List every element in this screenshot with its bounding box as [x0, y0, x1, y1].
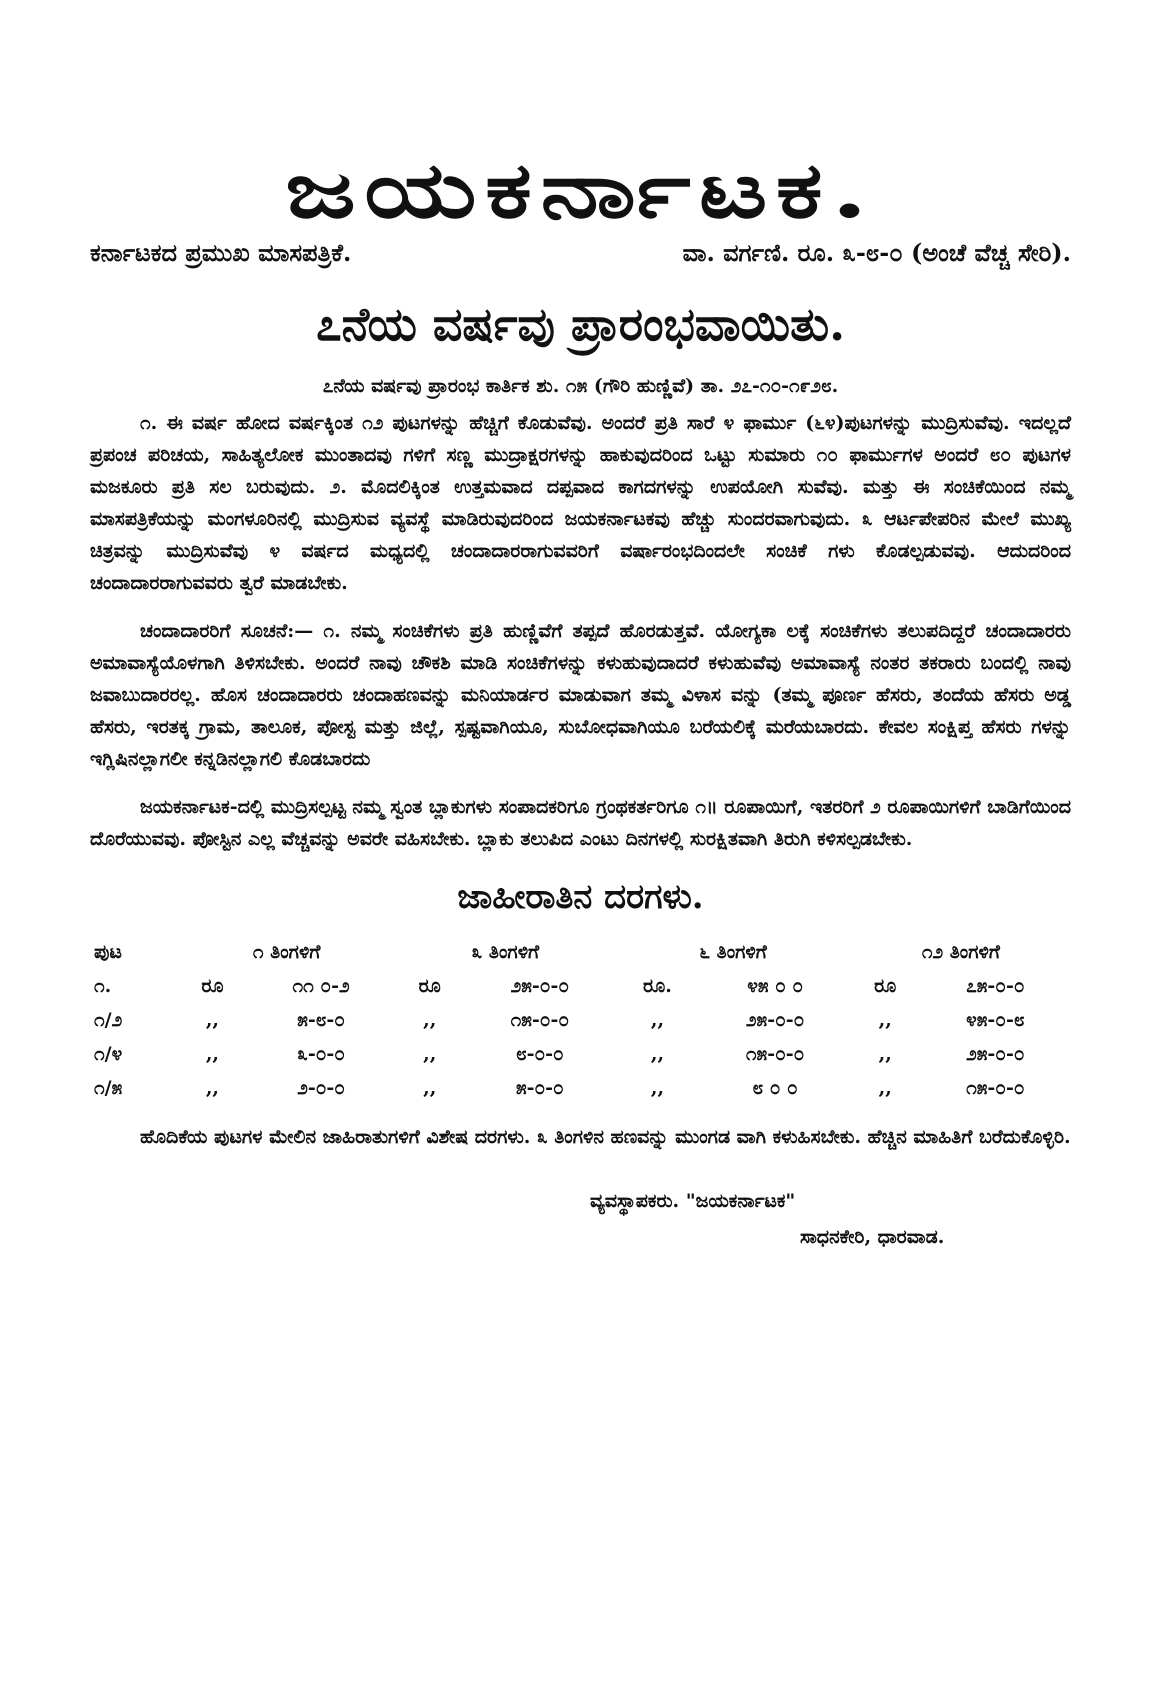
currency-mark: ,, [423, 1008, 437, 1031]
rate-3-months: ೫-೦-೦ [515, 1076, 564, 1099]
currency-mark: ,, [423, 1076, 437, 1099]
masthead-title: ಜಯಕರ್ನಾಟಕ. [285, 145, 876, 236]
row-size: ೧/೫ [94, 1076, 123, 1099]
rate-12-months: ೭೫-೦-೦ [966, 974, 1025, 997]
header-6-months: ೬ ತಿಂಗಳಿಗೆ [699, 940, 767, 963]
signature-block [590, 1183, 1071, 1255]
header-1-month: ೧ ತಿಂಗಳಿಗೆ [252, 940, 321, 963]
table-row [90, 969, 1071, 1003]
currency-mark: ,, [878, 1076, 892, 1099]
currency-mark: ರೂ. [643, 974, 672, 997]
subtitle-right: ವಾ. ವರ್ಗಣಿ. ರೂ. ೩-೮-೦ (ಅಂಚೆ ವೆಚ್ಚ ಸೇರಿ). [682, 237, 1071, 267]
rate-12-months: ೨೫-೦-೦ [966, 1042, 1025, 1065]
rate-6-months: ೨೫-೦-೦ [745, 1008, 805, 1031]
rate-6-months: ೮ ೦ ೦ [752, 1076, 798, 1099]
year-heading: ೭ನೆಯ ವರ್ಷವು ಪ್ರಾರಂಭವಾಯಿತು. [315, 296, 846, 351]
start-date-line: ೭ನೆಯ ವರ್ಷವು ಪ್ರಾರಂಭ ಕಾರ್ತಿಕ ಶು. ೧೫ (ಗೌರಿ ಹುಣ್ಣಿವೆ) ತಾ. ೨೭-೧೦-೧೯೨೮. [322, 374, 839, 397]
table-row [90, 1071, 1071, 1105]
table-header-row [90, 935, 1071, 969]
currency-mark: ,, [205, 1076, 220, 1099]
signature-manager: ವ್ಯವಸ್ಥಾಪಕರು. "ಜಯಕರ್ನಾಟಕ" [590, 1189, 796, 1212]
currency-mark: ,, [878, 1042, 892, 1065]
header-size: ಪುಟ [94, 940, 122, 963]
rate-1-month: ೧೧ ೦-೨ [292, 974, 350, 997]
currency-mark: ,, [650, 1076, 665, 1099]
rate-1-month: ೨-೦-೦ [297, 1076, 345, 1099]
rate-3-months: ೮-೦-೦ [515, 1042, 564, 1065]
currency-mark: ,, [650, 1042, 665, 1065]
rate-6-months: ೧೫-೦-೦ [745, 1042, 805, 1065]
rate-6-months: ೪೫ ೦ ೦ [747, 974, 803, 997]
paragraph-blocks: ಜಯಕರ್ನಾಟಕ-ದಲ್ಲಿ ಮುದ್ರಿಸಲ್ಪಟ್ಟ ನಮ್ಮ ಸ್ವಂತ ಬ್ಲಾಕುಗಳು ಸಂಪಾದಕರಿಗೂ ಗ್ರಂಥಕರ್ತರಿಗೂ ೧॥ ರೂಪಾಯಿಗೆ, ಇತರರಿಗೆ ೨ ರೂಪಾಯಿಗಳಿಗೆ ಬಾಡಿಗೆಯಿಂದ ದೊರೆಯುವವು. ಪೋಸ್ಟಿನ ಎಲ್ಲ ವೆಚ್ಚವನ್ನು ಅವರೇ ವಹಿಸಬೇಕು. ಬ್ಲಾಕು ತಲುಪಿದ ಎಂಟು ದಿನಗಳಲ್ಲಿ ಸುರಕ್ಷಿತವಾಗಿ ತಿರುಗಿ ಕಳಿಸಲ್ಪಡಬೇಕು. [90, 795, 1071, 850]
rate-1-month: ೩-೦-೦ [297, 1042, 345, 1065]
currency-mark: ,, [205, 1042, 220, 1065]
currency-mark: ,, [650, 1008, 665, 1031]
currency-mark: ,, [423, 1042, 437, 1065]
subtitle-line [90, 238, 1071, 267]
table-row [90, 1003, 1071, 1037]
row-size: ೧/೪ [94, 1042, 123, 1065]
paragraph-subscriber-notice: ಚಂದಾದಾರರಿಗೆ ಸೂಚನೆ:— ೧. ನಮ್ಮ ಸಂಚಿಕೆಗಳು ಪ್ರತಿ ಹುಣ್ಣಿವೆಗೆ ತಪ್ಪದೆ ಹೊರಡುತ್ತವೆ. ಯೋಗ್ಯಕಾ ಲಕ್ಕೆ ಸಂಚಿಕೆಗಳು ತಲುಪದಿದ್ದರೆ ಚಂದಾದಾರರು ಅಮಾವಾಸ್ಯೆಯೊಳಗಾಗಿ ತಿಳಿಸಬೇಕು. ಅಂದರೆ ನಾವು ಚೌಕಶಿ ಮಾಡಿ ಸಂಚಿಕೆಗಳನ್ನು ಕಳುಹುವುದಾದರೆ ಕಳುಹುವೆವು ಅಮಾವಾಸ್ಯೆ ನಂತರ ತಕರಾರು ಬಂದಲ್ಲಿ ನಾವು ಜವಾಬುದಾರರಲ್ಲ. ಹೊಸ ಚಂದಾದಾರರು ಚಂದಾಹಣವನ್ನು ಮನಿಯಾರ್ಡರ ಮಾಡುವಾಗ ತಮ್ಮ ವಿಳಾಸ ವನ್ನು (ತಮ್ಮ ಪೂರ್ಣ ಹೆಸರು, ತಂದೆಯ ಹೆಸರು ಅಡ್ಡ ಹೆಸರು, ಇರತಕ್ಕ ಗ್ರಾಮ, ತಾಲೂಕ, ಪೋಸ್ಟ ಮತ್ತು ಜಿಲ್ಲೆ, ಸ್ಪಷ್ಟವಾಗಿಯೂ, ಸುಬೋಧವಾಗಿಯೂ ಬರೆಯಲಿಕ್ಕೆ ಮರೆಯಬಾರದು. ಕೇವಲ ಸಂಕ್ಷಿಪ್ತ ಹೆಸರು ಗಳನ್ನು ಇಗ್ಲಿಷಿನಲ್ಲಾಗಲೀ ಕನ್ನಡಿನಲ್ಲಾಗಲಿ ಕೊಡಬಾರದು [90, 619, 1071, 770]
currency-mark: ರೂ [874, 974, 897, 997]
currency-mark: ,, [878, 1008, 892, 1031]
subtitle-left: ಕರ್ನಾಟಕದ ಪ್ರಮುಖ ಮಾಸಪತ್ರಿಕೆ. [90, 237, 352, 267]
rate-1-month: ೫-೮-೦ [297, 1008, 345, 1031]
header-3-months: ೩ ತಿಂಗಳಿಗೆ [471, 940, 540, 963]
row-size: ೧. [94, 974, 112, 997]
ad-rates-note: ಹೊದಿಕೆಯ ಪುಟಗಳ ಮೇಲಿನ ಜಾಹಿರಾತುಗಳಿಗೆ ವಿಶೇಷ ದರಗಳು. ೩ ತಿಂಗಳಿನ ಹಣವನ್ನು ಮುಂಗಡ ವಾಗಿ ಕಳುಹಿಸಬೇಕು. ಹೆಚ್ಚಿನ ಮಾಹಿತಿಗೆ ಬರೆದುಕೊಳ್ಳಿರಿ. [140, 1125, 1071, 1148]
table-row [90, 1037, 1071, 1071]
rate-3-months: ೨೫-೦-೦ [510, 974, 569, 997]
signature-address: ಸಾಧನಕೇರಿ, ಧಾರವಾಡ. [800, 1225, 945, 1248]
ad-rates-table [90, 935, 1071, 1105]
header-12-months: ೧೨ ತಿಂಗಳಿಗೆ [921, 940, 1000, 963]
currency-mark: ,, [205, 1008, 220, 1031]
paragraph-features: ೧. ಈ ವರ್ಷ ಹೋದ ವರ್ಷಕ್ಕಿಂತ ೧೨ ಪುಟಗಳನ್ನು ಹೆಚ್ಚಿಗೆ ಕೊಡುವೆವು. ಅಂದರೆ ಪ್ರತಿ ಸಾರೆ ೪ ಫಾರ್ಮು (೬೪)ಪುಟಗಳನ್ನು ಮುದ್ರಿಸುವೆವು. ಇದಲ್ಲದೆ ಪ್ರಪಂಚ ಪರಿಚಯ, ಸಾಹಿತ್ಯಲೋಕ ಮುಂತಾದವು ಗಳಿಗೆ ಸಣ್ಣ ಮುದ್ರಾಕ್ಷರಗಳನ್ನು ಹಾಕುವುದರಿಂದ ಒಟ್ಟು ಸುಮಾರು ೧೦ ಫಾರ್ಮುಗಳ ಅಂದರೆ ೮೦ ಪುಟಗಳ ಮಜಕೂರು ಪ್ರತಿ ಸಲ ಬರುವುದು. ೨. ಮೊದಲಿಕ್ಕಿಂತ ಉತ್ತಮವಾದ ದಪ್ಪವಾದ ಕಾಗದಗಳನ್ನು ಉಪಯೋಗಿ ಸುವೆವು. ಮತ್ತು ಈ ಸಂಚಿಕೆಯಿಂದ ನಮ್ಮ ಮಾಸಪತ್ರಿಕೆಯನ್ನು ಮಂಗಳೂರಿನಲ್ಲಿ ಮುದ್ರಿಸುವ ವ್ಯವಸ್ಥೆ ಮಾಡಿರುವುದರಿಂದ ಜಯಕರ್ನಾಟಕವು ಹೆಚ್ಚು ಸುಂದರವಾಗುವುದು. ೩ ಆರ್ಟಪೇಪರಿನ ಮೇಲೆ ಮುಖ್ಯ ಚಿತ್ರವನ್ನು ಮುದ್ರಿಸುವೆವು ೪ ವರ್ಷದ ಮಧ್ಯದಲ್ಲಿ ಚಂದಾದಾರರಾಗುವವರಿಗೆ ವರ್ಷಾರಂಭದಿಂದಲೇ ಸಂಚಿಕೆ ಗಳು ಕೊಡಲ್ಪಡುವವು. ಆದುದರಿಂದ ಚಂದಾದಾರರಾಗುವವರು ತ್ವರೆ ಮಾಡಬೇಕು. [90, 411, 1071, 594]
currency-mark: ರೂ [418, 974, 441, 997]
rate-3-months: ೧೫-೦-೦ [510, 1008, 569, 1031]
rate-12-months: ೪೫-೦-೮ [966, 1008, 1025, 1031]
row-size: ೧/೨ [94, 1008, 123, 1031]
rate-12-months: ೧೫-೦-೦ [966, 1076, 1025, 1099]
currency-mark: ರೂ [201, 974, 224, 997]
ad-rates-heading: ಜಾಹೀರಾತಿನ ದರಗಳು. [457, 876, 704, 917]
